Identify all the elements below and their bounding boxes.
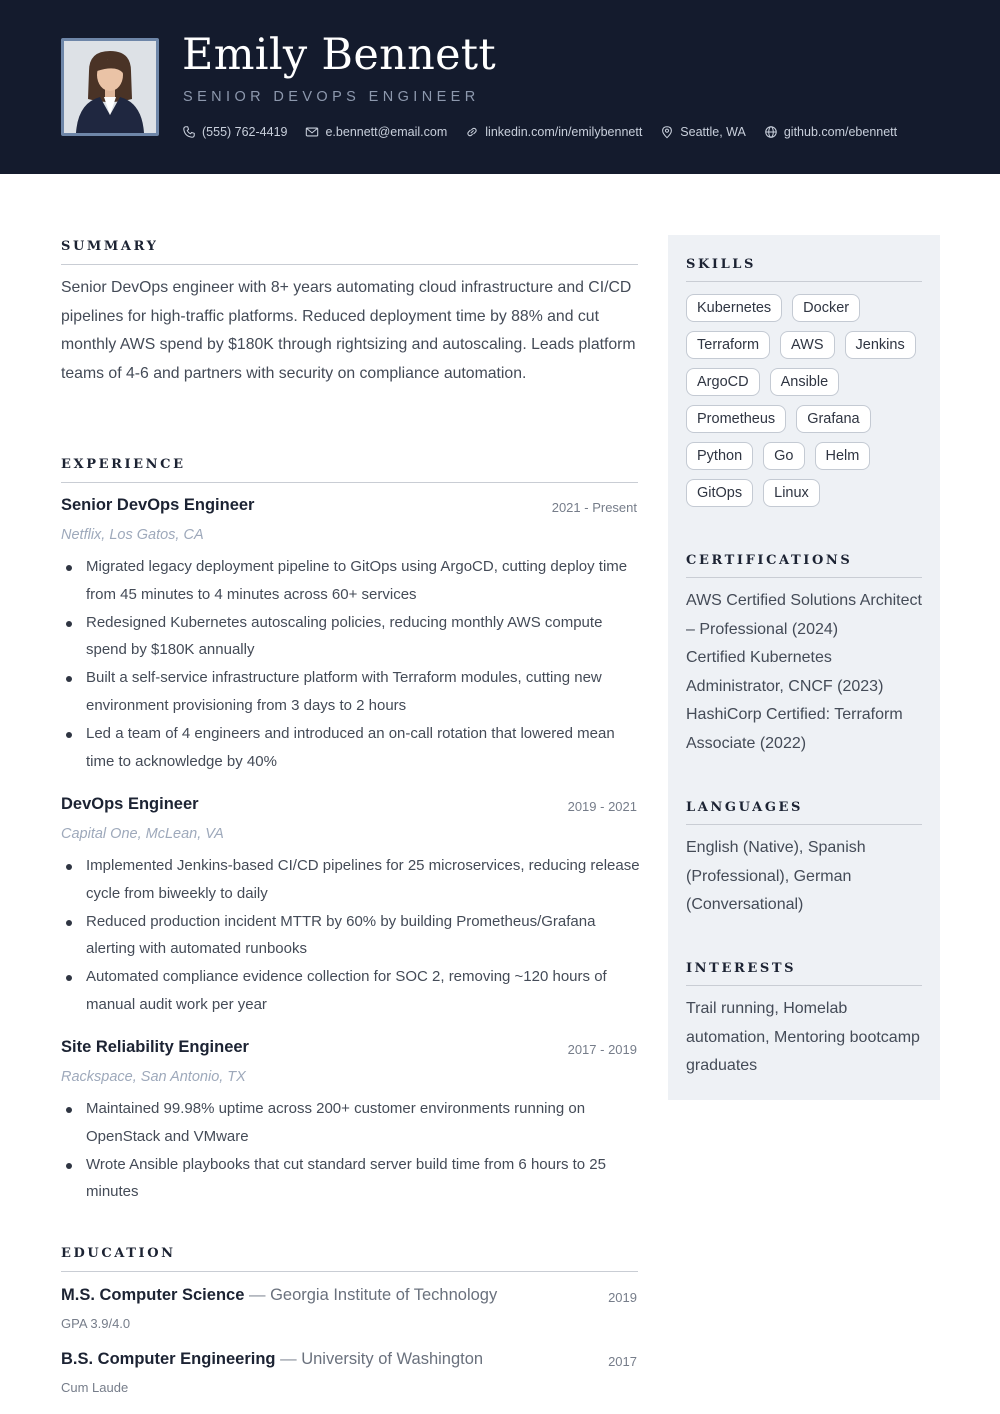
- languages-divider: [686, 824, 922, 825]
- job-bullets: [61, 1095, 641, 1206]
- contact-location-text: Seattle, WA: [680, 125, 746, 139]
- skill-tag: Grafana: [796, 405, 870, 433]
- contact-email-text: e.bennett@email.com: [325, 125, 448, 139]
- skill-tag: Jenkins: [845, 331, 916, 359]
- skill-tag: Prometheus: [686, 405, 786, 433]
- skill-tag: Ansible: [770, 368, 840, 396]
- education-divider: [61, 1271, 638, 1272]
- education-heading: EDUCATION: [61, 1246, 176, 1261]
- contact-phone-text: (555) 762-4419: [202, 125, 288, 139]
- contact-email[interactable]: [305, 125, 447, 139]
- job-bullet: Built a self-service infrastructure platform with Terraform modules, cutting new environment provisioning from 3 days to 2 hours: [61, 664, 641, 720]
- skill-tag: GitOps: [686, 479, 753, 507]
- certification-item: HashiCorp Certified: Terraform Associate (2022): [686, 706, 903, 752]
- location-pin-icon: [660, 125, 674, 139]
- resume-header: [0, 0, 1000, 174]
- contact-phone[interactable]: [182, 125, 287, 139]
- education-year: 2019: [608, 1290, 637, 1305]
- skills-divider: [686, 281, 922, 282]
- job-title: Senior DevOps Engineer: [61, 496, 255, 514]
- job-bullet: Migrated legacy deployment pipeline to GitOps using ArgoCD, cutting deploy time from 45 minutes to 4 minutes across 60+ services: [61, 553, 641, 609]
- job-title: Site Reliability Engineer: [61, 1038, 249, 1056]
- link-icon: [465, 125, 479, 139]
- skill-tag: Kubernetes: [686, 294, 782, 322]
- interests-divider: [686, 985, 922, 986]
- profile-photo: [61, 38, 159, 136]
- education-note: GPA 3.9/4.0: [61, 1316, 131, 1331]
- job-company: Capital One, McLean, VA: [61, 826, 224, 842]
- person-portrait-icon: [64, 41, 156, 133]
- skill-tag: Helm: [815, 442, 871, 470]
- skill-tag: Terraform: [686, 331, 770, 359]
- skill-tag: ArgoCD: [686, 368, 760, 396]
- summary-divider: [61, 264, 638, 265]
- contact-location: [660, 125, 746, 139]
- job-bullets: [61, 852, 641, 1019]
- job-company: Rackspace, San Antonio, TX: [61, 1069, 246, 1085]
- education-school: University of Washington: [301, 1350, 484, 1368]
- job-bullet: Reduced production incident MTTR by 60% by building Prometheus/Grafana alerting with automated runbooks: [61, 908, 641, 964]
- skill-tag: Linux: [763, 479, 820, 507]
- job-dates: 2021 - Present: [551, 500, 637, 515]
- skill-tag: AWS: [780, 331, 835, 359]
- contact-bar: [182, 123, 915, 141]
- phone-icon: [182, 125, 196, 139]
- skills-heading: SKILLS: [686, 257, 757, 272]
- education-separator: —: [244, 1286, 271, 1304]
- contact-github-text: github.com/ebennett: [783, 125, 898, 139]
- job-company: Netflix, Los Gatos, CA: [61, 527, 204, 543]
- languages-text: English (Native), Spanish (Professional), German (Conversational): [686, 839, 866, 914]
- experience-divider: [61, 482, 638, 483]
- job-bullet: Implemented Jenkins-based CI/CD pipelines for 25 microservices, reducing release cycle from biweekly to daily: [61, 852, 641, 908]
- education-year: 2017: [608, 1354, 637, 1369]
- experience-heading: EXPERIENCE: [61, 457, 186, 472]
- job-bullet: Wrote Ansible playbooks that cut standard server build time from 6 hours to 25 minutes: [61, 1151, 641, 1207]
- education-school: Georgia Institute of Technology: [270, 1286, 498, 1304]
- contact-linkedin[interactable]: [465, 125, 642, 139]
- education-degree: M.S. Computer Science: [61, 1286, 245, 1304]
- interests-heading: INTERESTS: [686, 961, 797, 976]
- education-entry: [61, 1350, 483, 1369]
- summary-text: Senior DevOps engineer with 8+ years automating cloud infrastructure and CI/CD pipelines for high-traffic platforms. Reduced deployment time by 88% and cut monthly AWS spend by $180K through rightsizing and autoscaling. Leads platform teams of 4-6 and partners with security on compliance automation.: [61, 279, 636, 382]
- job-dates: 2019 - 2021: [567, 799, 637, 814]
- certification-item: AWS Certified Solutions Architect – Professional (2024): [686, 592, 922, 638]
- globe-icon: [764, 125, 778, 139]
- education-note: Cum Laude: [61, 1380, 129, 1395]
- education-entry: [61, 1286, 497, 1305]
- job-bullet: Automated compliance evidence collection for SOC 2, removing ~120 hours of manual audit work per year: [61, 963, 641, 1019]
- skill-tag: Python: [686, 442, 753, 470]
- job-bullets: [61, 553, 641, 775]
- job-dates: 2017 - 2019: [567, 1042, 637, 1057]
- education-degree: B.S. Computer Engineering: [61, 1350, 276, 1368]
- job-title: DevOps Engineer: [61, 795, 199, 813]
- candidate-name: Emily Bennett: [182, 30, 496, 80]
- certifications-heading: CERTIFICATIONS: [686, 553, 853, 568]
- languages-heading: LANGUAGES: [686, 800, 804, 815]
- email-icon: [305, 125, 319, 139]
- contact-linkedin-text: linkedin.com/in/emilybennett: [485, 125, 643, 139]
- contact-github[interactable]: [764, 125, 897, 139]
- skill-tag: Go: [763, 442, 804, 470]
- candidate-title: SENIOR DEVOPS ENGINEER: [183, 89, 480, 105]
- job-bullet: Maintained 99.98% uptime across 200+ customer environments running on OpenStack and VMware: [61, 1095, 641, 1151]
- skill-tag: Docker: [792, 294, 860, 322]
- skills-tag-list: [686, 294, 926, 516]
- summary-heading: SUMMARY: [61, 239, 159, 254]
- job-bullet: Redesigned Kubernetes autoscaling policies, reducing monthly AWS compute spend by $180K annually: [61, 609, 641, 665]
- certifications-list: [686, 587, 922, 759]
- job-bullet: Led a team of 4 engineers and introduced an on-call rotation that lowered mean time to acknowledge by 40%: [61, 720, 641, 776]
- education-separator: —: [275, 1350, 302, 1368]
- interests-text: Trail running, Homelab automation, Mentoring bootcamp graduates: [686, 1000, 920, 1075]
- certification-item: Certified Kubernetes Administrator, CNCF (2023): [686, 649, 884, 695]
- certifications-divider: [686, 577, 922, 578]
